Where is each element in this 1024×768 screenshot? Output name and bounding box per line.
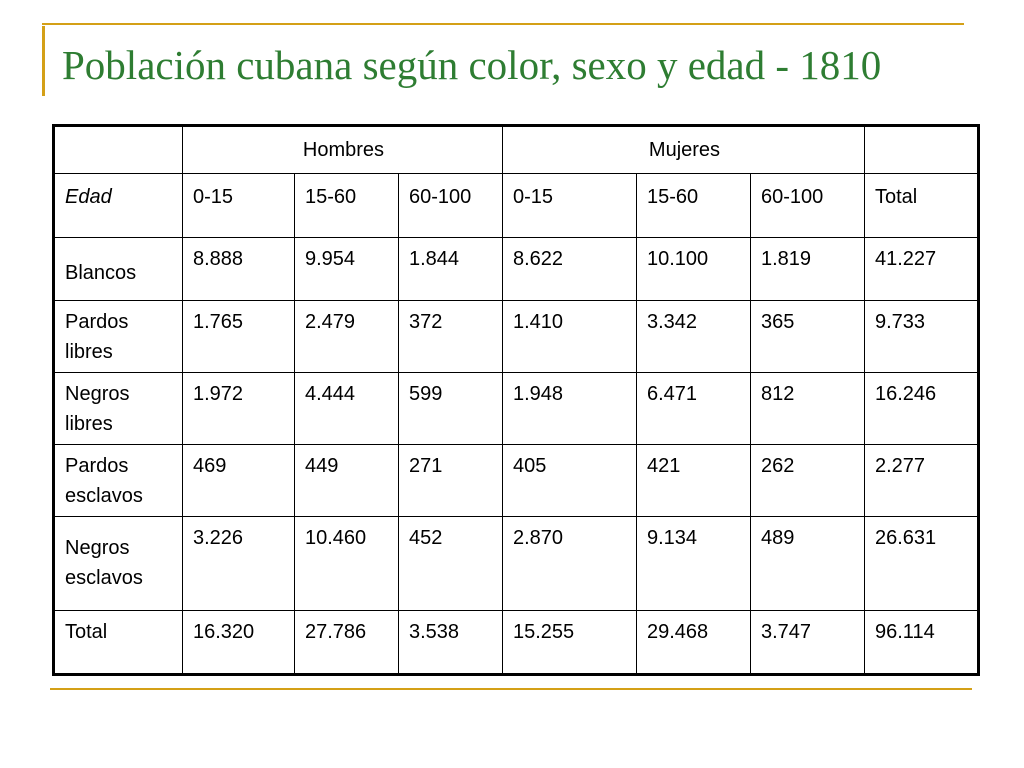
table-header-row (54, 126, 979, 174)
table-cell: 489 (751, 517, 865, 611)
header-mujeres: Mujeres (503, 126, 865, 174)
table-row (54, 517, 979, 611)
table-row (54, 238, 979, 301)
table-cell: 1.972 (183, 373, 295, 445)
page-title: Población cubana según color, sexo y edad - 1810 (62, 42, 882, 88)
table-cell: 1.765 (183, 301, 295, 373)
table-cell: 3.747 (751, 611, 865, 675)
subheader-hombres-60-100: 60-100 (399, 174, 503, 238)
table-cell: 3.538 (399, 611, 503, 675)
table-subheader-row (54, 174, 979, 238)
table-cell: 372 (399, 301, 503, 373)
table-cell: 452 (399, 517, 503, 611)
table-cell: 41.227 (865, 238, 979, 301)
table-total-row (54, 611, 979, 675)
row-label-text: Negros esclavos (65, 537, 143, 589)
table-cell: 2.277 (865, 445, 979, 517)
table-cell: 421 (637, 445, 751, 517)
row-label (54, 238, 183, 301)
table-cell: 262 (751, 445, 865, 517)
subheader-mujeres-60-100: 60-100 (751, 174, 865, 238)
row-label: Pardos libres (54, 301, 183, 373)
table-cell: 812 (751, 373, 865, 445)
subheader-mujeres-15-60: 15-60 (637, 174, 751, 238)
table-cell: 16.320 (183, 611, 295, 675)
table-cell: 26.631 (865, 517, 979, 611)
population-table (52, 124, 980, 676)
subheader-total: Total (865, 174, 979, 238)
row-label-text: Blancos (65, 262, 137, 284)
row-label: Pardos esclavos (54, 445, 183, 517)
table-cell: 27.786 (295, 611, 399, 675)
table-cell: 8.622 (503, 238, 637, 301)
table-cell: 29.468 (637, 611, 751, 675)
table-cell: 1.948 (503, 373, 637, 445)
table-cell: 15.255 (503, 611, 637, 675)
bottom-divider-line (50, 688, 972, 690)
table-cell: 469 (183, 445, 295, 517)
table-cell: 9.134 (637, 517, 751, 611)
title-accent-line (42, 26, 45, 96)
subheader-hombres-15-60: 15-60 (295, 174, 399, 238)
table-row (54, 373, 979, 445)
table-cell: 10.460 (295, 517, 399, 611)
header-empty-cell (54, 126, 183, 174)
subheader-mujeres-0-15: 0-15 (503, 174, 637, 238)
header-hombres: Hombres (183, 126, 503, 174)
table-cell: 3.226 (183, 517, 295, 611)
table-row (54, 445, 979, 517)
table-row (54, 301, 979, 373)
table-cell: 96.114 (865, 611, 979, 675)
table-cell: 3.342 (637, 301, 751, 373)
table-cell: 9.733 (865, 301, 979, 373)
table-cell: 2.870 (503, 517, 637, 611)
table-cell: 1.819 (751, 238, 865, 301)
table-cell: 1.410 (503, 301, 637, 373)
table-cell: 1.844 (399, 238, 503, 301)
table-cell: 8.888 (183, 238, 295, 301)
table-cell: 271 (399, 445, 503, 517)
table-cell: 16.246 (865, 373, 979, 445)
table-cell: 2.479 (295, 301, 399, 373)
table-cell: 405 (503, 445, 637, 517)
top-divider-line (42, 23, 964, 25)
table-cell: 4.444 (295, 373, 399, 445)
row-label (54, 517, 183, 611)
table-cell: 449 (295, 445, 399, 517)
table-cell: 9.954 (295, 238, 399, 301)
subheader-hombres-0-15: 0-15 (183, 174, 295, 238)
row-label: Total (54, 611, 183, 675)
table-cell: 365 (751, 301, 865, 373)
row-label: Negros libres (54, 373, 183, 445)
table-cell: 6.471 (637, 373, 751, 445)
header-empty-cell (865, 126, 979, 174)
subheader-edad: Edad (54, 174, 183, 238)
table-cell: 10.100 (637, 238, 751, 301)
table-cell: 599 (399, 373, 503, 445)
